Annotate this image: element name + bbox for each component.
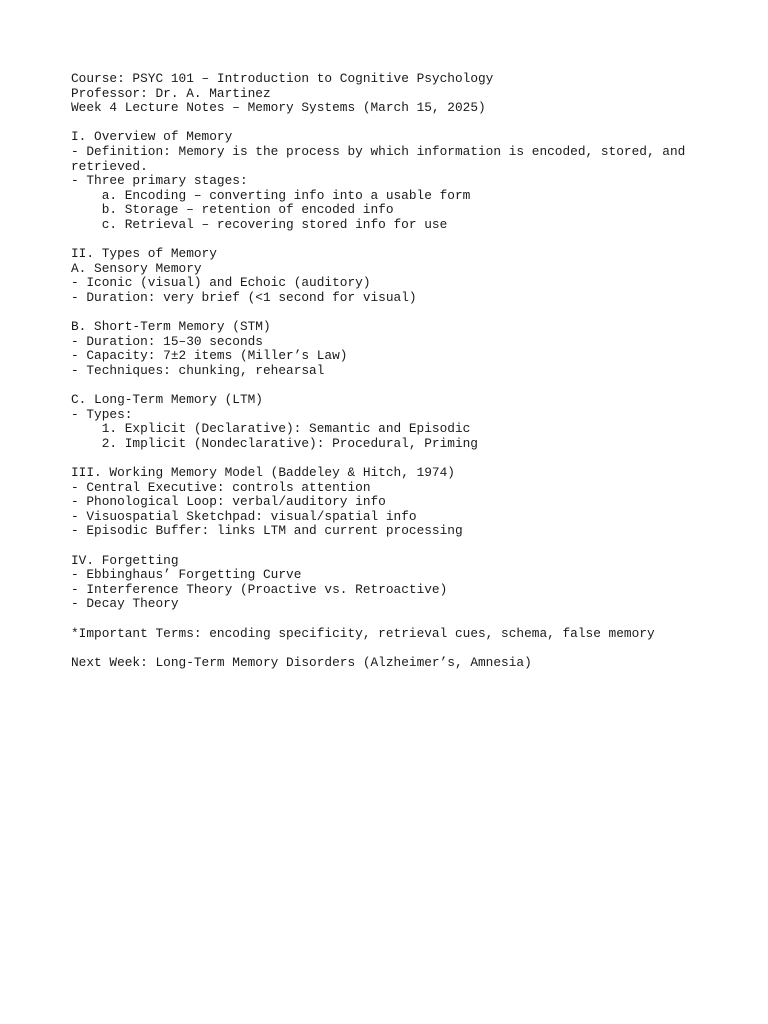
stage-item-retrieval: c. Retrieval – recovering stored info for use [101,216,448,232]
ltm-types-intro: - Types: [71,406,133,422]
spacer [71,612,711,627]
spacer [71,233,711,248]
list-item: - Visuospatial Sketchpad: visual/spatial info [71,508,417,524]
next-week-line: Next Week: Long-Term Memory Disorders (Alzheimer’s, Amnesia) [71,654,532,670]
list-item: - Decay Theory [71,596,179,612]
subheading-long-term-memory: C. Long-Term Memory (LTM) [71,392,263,408]
spacer [71,451,711,466]
spacer [71,539,711,554]
section-heading-forgetting: IV. Forgetting [71,552,179,568]
list-item: - Iconic (visual) and Echoic (auditory) [71,275,371,291]
section-heading-overview: I. Overview of Memory [71,129,233,145]
list-item: - Ebbinghaus’ Forgetting Curve [71,567,302,583]
week-title-line: Week 4 Lecture Notes – Memory Systems (March 15, 2025) [71,100,486,116]
list-item: - Duration: very brief (<1 second for visual) [71,289,417,305]
section-heading-working-memory: III. Working Memory Model (Baddeley & Hitch, 1974) [71,465,455,481]
list-item: - Phonological Loop: verbal/auditory info [71,494,386,510]
list-item: - Episodic Buffer: links LTM and current processing [71,523,463,539]
stage-item-encoding: a. Encoding – converting info into a usable form [101,187,471,203]
definition-line: - Definition: Memory is the process by which information is encoded, stored, and retrieved. [71,143,694,174]
spacer [71,306,711,321]
spacer [71,641,711,656]
section-heading-types: II. Types of Memory [71,246,217,262]
lecture-notes-page [71,72,711,670]
ltm-type-explicit: 1. Explicit (Declarative): Semantic and Episodic [101,421,471,437]
subheading-sensory-memory: A. Sensory Memory [71,260,202,276]
spacer [71,378,711,393]
spacer [71,116,711,131]
course-line: Course: PSYC 101 – Introduction to Cognitive Psychology [71,71,494,86]
important-terms-line: *Important Terms: encoding specificity, retrieval cues, schema, false memory [71,625,655,641]
professor-line: Professor: Dr. A. Martinez [71,85,271,101]
list-item: - Central Executive: controls attention [71,479,371,495]
list-item: - Capacity: 7±2 items (Miller’s Law) [71,348,348,364]
list-item: - Duration: 15–30 seconds [71,333,263,349]
list-item: - Techniques: chunking, rehearsal [71,362,325,378]
stage-item-storage: b. Storage – retention of encoded info [101,202,394,218]
ltm-type-implicit: 2. Implicit (Nondeclarative): Procedural, Priming [101,435,478,451]
list-item: - Interference Theory (Proactive vs. Retroactive) [71,581,448,597]
stages-intro-line: - Three primary stages: [71,173,248,189]
subheading-short-term-memory: B. Short-Term Memory (STM) [71,319,271,335]
